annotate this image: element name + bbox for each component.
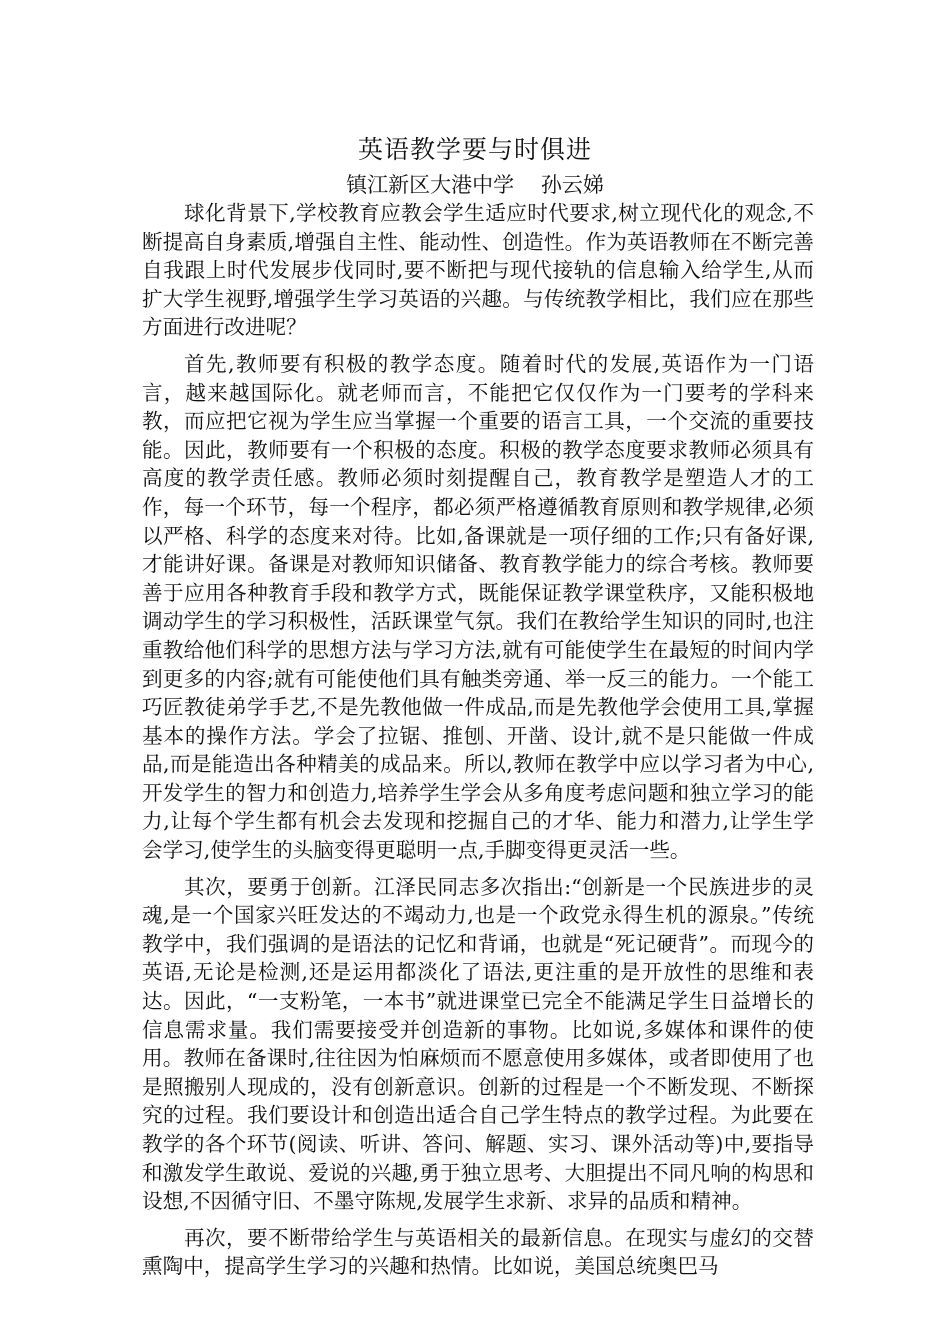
paragraph-third-point: 再次，要不断带给学生与英语相关的最新信息。在现实与虚幻的交替熏陶中，提高学生学习的兴趣和热情。比如说，美国总统奥巴马 [142, 1225, 814, 1279]
paragraph-second-point: 其次，要勇于创新。江泽民同志多次指出:“创新是一个民族进步的灵魂,是一个国家兴旺发达的不竭动力,也是一个政党永得生机的源泉。”传统教学中，我们强调的是语法的记忆和背诵，也就是“死记硬背”。而现今的英语,无论是检测,还是运用都淡化了语法,更注重的是开放性的思维和表达。因此，“一支粉笔，一本书”就进课堂已完全不能满足学生日益增长的信息需求量。我们需要接受并创造新的事物。比如说,多媒体和课件的使用。教师在备课时,往往因为怕麻烦而不愿意使用多媒体，或者即使用了也是照搬别人现成的，没有创新意识。创新的过程是一个不断发现、不断探究的过程。我们要设计和创造出适合自己学生特点的教学过程。为此要在教学的各个环节(阅读、听讲、答问、解题、实习、课外活动等)中,要指导和激发学生敢说、爱说的兴趣,勇于独立思考、大胆提出不同凡响的构思和设想,不因循守旧、不墨守陈规,发展学生求新、求异的品质和精神。 [142, 874, 814, 1214]
document-title: 英语教学要与时俱进 [357, 135, 592, 164]
author-byline: 镇江新区大港中学 孙云娣 [346, 173, 604, 197]
document-body [142, 199, 814, 1289]
paragraph-first-point: 首先,教师要有积极的教学态度。随着时代的发展,英语作为一门语言，越来越国际化。就老师而言，不能把它仅仅作为一门要考的学科来教，而应把它视为学生应当掌握一个重要的语言工具，一个交流的重要技能。因此，教师要有一个积极的态度。积极的教学态度要求教师必须具有高度的教学责任感。教师必须时刻提醒自己，教育教学是塑造人才的工作，每一个环节，每一个程序，都必须严格遵循教育原则和教学规律,必须以严格、科学的态度来对待。比如,备课就是一项仔细的工作;只有备好课,才能讲好课。备课是对教师知识储备、教育教学能力的综合考核。教师要善于应用各种教育手段和教学方式，既能保证教学课堂秩序，又能积极地调动学生的学习积极性，活跃课堂气氛。我们在教给学生知识的同时,也注重教给他们科学的思想方法与学习方法,就有可能使学生在最短的时间内学到更多的内容;就有可能使他们具有触类旁通、举一反三的能力。一个能工巧匠教徒弟学手艺,不是先教他做一件成品,而是先教他学会使用工具,掌握基本的操作方法。学会了拉锯、推刨、开凿、设计,就不是只能做一件成品,而是能造出各种精美的成品来。所以,教师在教学中应以学习者为中心,开发学生的智力和创造力,培养学生学会从多角度考虑问题和独立学习的能力,让每个学生都有机会去发现和挖掘自己的才华、能力和潜力,让学生学会学习,使学生的头脑变得更聪明一点,手脚变得更灵活一些。 [142, 351, 814, 863]
paragraph-intro: 球化背景下,学校教育应教会学生适应时代要求,树立现代化的观念,不断提高自身素质,增强自主性、能动性、创造性。作为英语教师在不断完善自我跟上时代发展步伐同时,要不断把与现代接轨的信息输入给学生,从而扩大学生视野,增强学生学习英语的兴趣。与传统教学相比，我们应在那些方面进行改进呢？ [142, 201, 814, 340]
